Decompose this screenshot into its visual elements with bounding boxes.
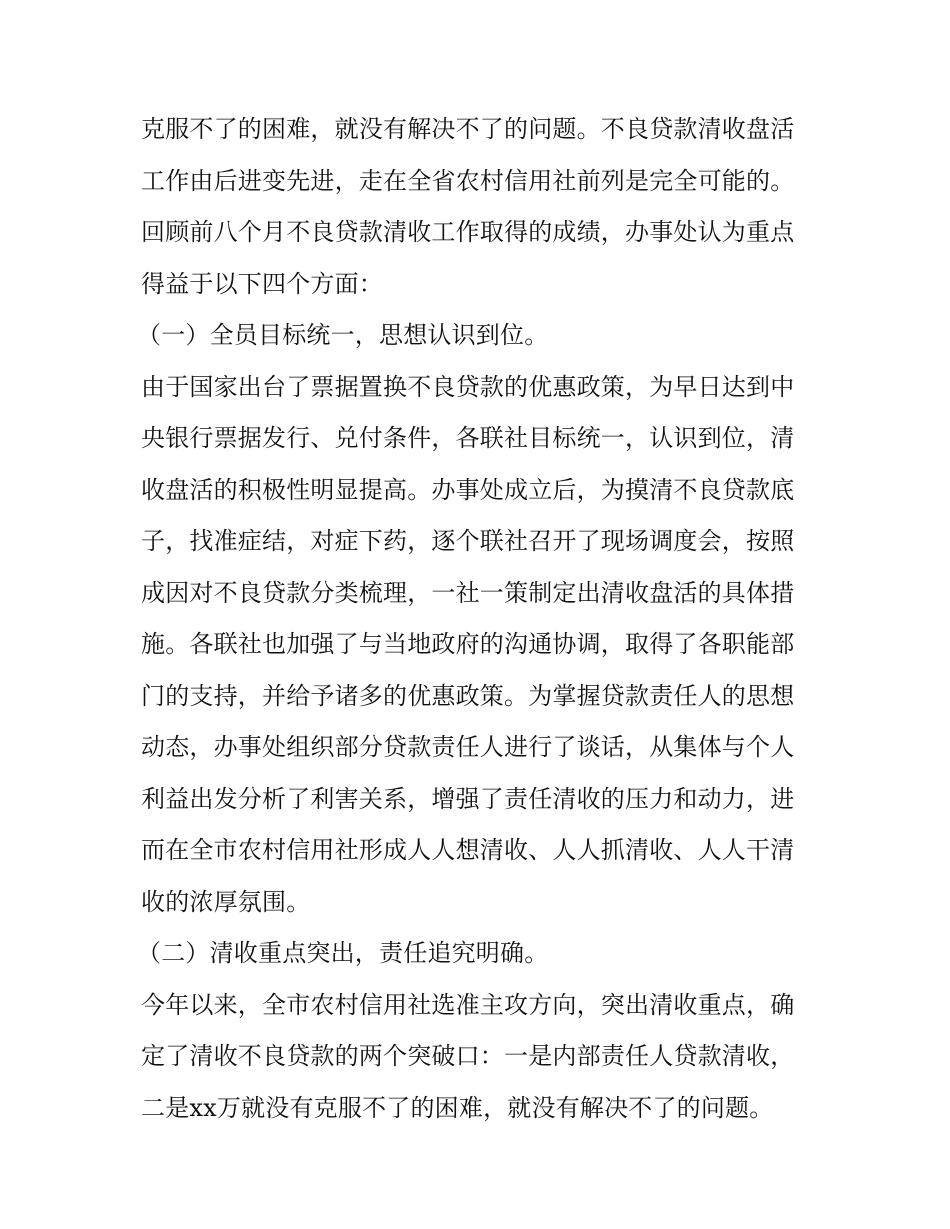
section-heading-1: （一）全员目标统一，思想认识到位。 bbox=[137, 321, 549, 349]
body-line: 而在全市农村信用社形成人人想清收、人人抓清收、人人干清 bbox=[141, 836, 795, 864]
body-line: 克服不了的困难，就没有解决不了的问题。不良贷款清收盘活 bbox=[141, 115, 795, 143]
body-line: 动态，办事处组织部分贷款责任人进行了谈话，从集体与个人 bbox=[141, 733, 795, 761]
body-line: 收盘活的积极性明显提高。办事处成立后，为摸清不良贷款底 bbox=[141, 475, 795, 504]
body-line: 央银行票据发行、兑付条件，各联社目标统一，认识到位，清 bbox=[141, 424, 795, 452]
body-line: 成因对不良贷款分类梳理，一社一策制定出清收盘活的具体措 bbox=[141, 578, 795, 607]
body-line: 施。各联社也加强了与当地政府的沟通协调，取得了各职能部 bbox=[141, 630, 795, 658]
document-body bbox=[137, 104, 821, 1134]
body-line: 定了清收不良贷款的两个突破口：一是内部责任人贷款清收， bbox=[141, 1042, 795, 1070]
body-line: 子，找准症结，对症下药，逐个联社召开了现场调度会，按照 bbox=[141, 527, 795, 555]
section-heading-2: （二）清收重点突出，责任追究明确。 bbox=[137, 939, 549, 967]
body-line: 收的浓厚氛围。 bbox=[141, 887, 311, 916]
body-line: 得益于以下四个方面： bbox=[141, 269, 383, 298]
body-line: 回顾前八个月不良贷款清收工作取得的成绩，办事处认为重点 bbox=[141, 218, 795, 246]
body-line: 门的支持，并给予诸多的优惠政策。为掌握贷款责任人的思想 bbox=[141, 681, 795, 710]
body-line: 二是xx万就没有克服不了的困难，就没有解决不了的问题。 bbox=[141, 1093, 774, 1122]
body-line: 利益出发分析了利害关系，增强了责任清收的压力和动力，进 bbox=[141, 784, 795, 813]
body-line: 由于国家出台了票据置换不良贷款的优惠政策，为早日达到中 bbox=[141, 372, 795, 401]
body-line: 今年以来，全市农村信用社选准主攻方向，突出清收重点，确 bbox=[141, 990, 795, 1019]
body-line: 工作由后进变先进，走在全省农村信用社前列是完全可能的。 bbox=[141, 166, 795, 195]
